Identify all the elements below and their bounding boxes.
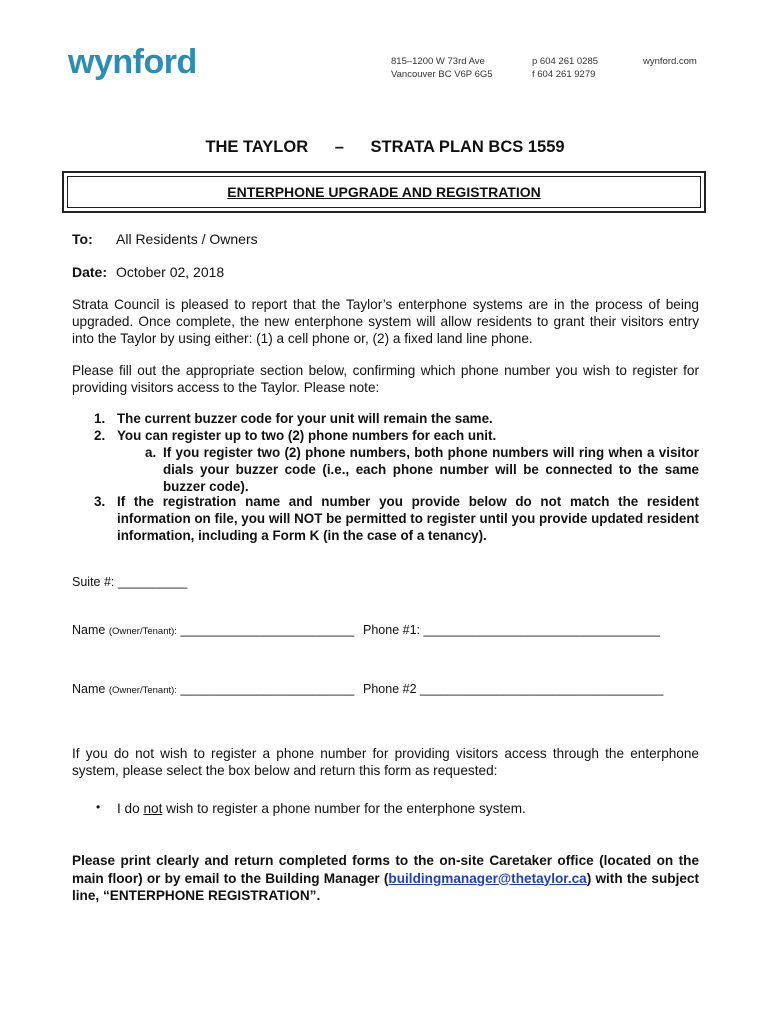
note-item: If the registration name and number you provide below do not match the resident information on file, you will NOT be permitted to register until you provide updated resident information, including a Form K (in the case of a tenancy). [117, 494, 699, 543]
phone1-field[interactable]: Phone #1: __________________________________ [363, 623, 660, 637]
fax-number: f 604 261 9279 [532, 69, 596, 80]
note-subitem: If you register two (2) phone numbers, both phone numbers will ring when a visitor dials your buzzer code (i.e., each phone number will be connected to the same buzzer code). [163, 445, 699, 494]
title-dash: – [334, 138, 344, 156]
contact-block [532, 55, 598, 81]
intro-paragraph: Strata Council is pleased to report that the Taylor’s enterphone systems are in the process of being upgraded. Once complete, the new enterphone system will allow residents to grant their visitors entry into the Taylor by using either: (1) a cell phone or, (2) a fixed land line phone. [72, 297, 699, 346]
address-line: 815–1200 W 73rd Ave [391, 56, 485, 67]
name-label: Name [72, 623, 106, 637]
section-heading: ENTERPHONE UPGRADE AND REGISTRATION [227, 184, 541, 200]
name-field-2[interactable] [72, 682, 354, 696]
closing-paragraph [72, 852, 699, 905]
optout-statement [117, 801, 526, 816]
email-link[interactable]: buildingmanager@thetaylor.ca [388, 870, 587, 886]
website[interactable]: wynford.com [643, 56, 697, 67]
optout-text-not: not [143, 801, 163, 816]
note-number: 3. [94, 494, 106, 509]
closing-text-after: ) with the subject line, “ENTERPHONE REGISTRATION”. [72, 870, 699, 903]
date-label: Date: [72, 264, 108, 280]
date-value: October 02, 2018 [116, 264, 225, 280]
address-line: Vancouver BC V6P 6G5 [391, 69, 493, 80]
address-block [391, 55, 493, 81]
phone-number: p 604 261 0285 [532, 56, 599, 67]
optout-paragraph: If you do not wish to register a phone number for providing visitors access through the enterphone system, please select the box below and return this form as requested: [72, 746, 699, 778]
name-label: Name [72, 682, 106, 696]
note-item: The current buzzer code for your unit will remain the same. [117, 411, 493, 426]
name-field-1[interactable] [72, 623, 354, 637]
optout-checkbox[interactable]: • [96, 800, 101, 814]
name-qualifier: (Owner/Tenant): [108, 685, 177, 696]
to-value: All Residents / Owners [116, 231, 258, 247]
suite-field[interactable]: Suite #: __________ [72, 575, 188, 589]
note-number: 2. [94, 428, 106, 443]
name-blank[interactable]: _________________________ [180, 682, 355, 696]
title-building: THE TAYLOR [205, 138, 309, 156]
optout-text-before: I do [117, 801, 144, 816]
note-number: 1. [94, 411, 106, 426]
note-subitem-letter: a. [145, 445, 157, 460]
to-label: To: [72, 231, 93, 247]
name-blank[interactable]: _________________________ [180, 623, 355, 637]
closing-text-before: Please print clearly and return completed forms to the on-site Caretaker office (located on the main floor) or by email to the Building Manager ( [72, 853, 699, 886]
wynford-logo: wynford [68, 43, 197, 81]
heading-box [62, 171, 706, 213]
name-qualifier: (Owner/Tenant): [108, 626, 177, 637]
phone2-field[interactable]: Phone #2 ___________________________________ [363, 682, 664, 696]
title-strata-plan: STRATA PLAN BCS 1559 [370, 138, 565, 156]
optout-text-after: wish to register a phone number for the enterphone system. [162, 801, 526, 816]
instructions-paragraph: Please fill out the appropriate section below, confirming which phone number you wish to register for providing visitors access to the Taylor. Please note: [72, 363, 699, 395]
page-title [0, 138, 770, 157]
note-item: You can register up to two (2) phone numbers for each unit. [117, 428, 497, 443]
